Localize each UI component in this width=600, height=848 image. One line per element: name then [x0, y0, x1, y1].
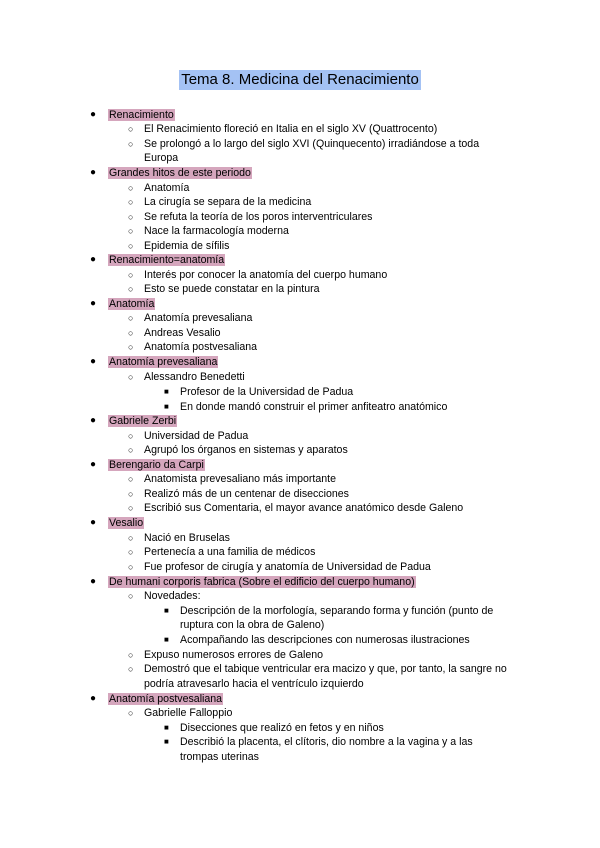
bullet-l2: ○	[128, 270, 134, 280]
bullet-l2: ○	[128, 313, 134, 323]
list-item: Demostró que el tabique ventricular era macizo y que, por tanto, la sangre no	[144, 663, 507, 675]
bullet-l1: ●	[90, 356, 97, 367]
bullet-l1: ●	[90, 109, 97, 120]
list-item: Se refuta la teoría de los poros interventriculares	[144, 211, 373, 223]
bullet-l2: ○	[128, 183, 134, 193]
section-heading: Anatomía prevesaliana	[109, 356, 218, 368]
section-heading: Gabriele Zerbi	[109, 415, 177, 427]
list-item: Anatomía postvesaliana	[144, 341, 258, 353]
list-item: Fue profesor de cirugía y anatomía de Universidad de Padua	[144, 561, 431, 573]
bullet-l2: ○	[128, 489, 134, 499]
bullet-l3: ■	[164, 402, 169, 411]
section-heading: Berengario da Carpi	[109, 459, 204, 471]
section-heading: De humani corporis fabrica (Sobre el edificio del cuerpo humano)	[109, 576, 415, 588]
section-heading: Renacimiento=anatomía	[109, 254, 225, 266]
bullet-l3: ■	[164, 635, 169, 644]
section-heading: Vesalio	[109, 517, 144, 529]
list-item: Anatomía prevesaliana	[144, 312, 253, 324]
bullet-l2: ○	[128, 124, 134, 134]
sub-list-item: Descripción de la morfología, separando forma y función (punto de	[180, 605, 494, 617]
section-heading: Anatomía	[109, 298, 155, 310]
list-item-continuation: podría atravesarlo hacia el ventrículo izquierdo	[144, 678, 364, 690]
bullet-l2: ○	[128, 212, 134, 222]
bullet-l2: ○	[128, 708, 134, 718]
bullet-l2: ○	[128, 664, 134, 674]
list-item: Nace la farmacología moderna	[144, 225, 289, 237]
bullet-l2: ○	[128, 139, 134, 149]
bullet-l2: ○	[128, 547, 134, 557]
bullet-l1: ●	[90, 254, 97, 265]
bullet-l3: ■	[164, 606, 169, 615]
bullet-l2: ○	[128, 533, 134, 543]
bullet-l1: ●	[90, 459, 97, 470]
section-heading: Anatomía postvesaliana	[109, 693, 223, 705]
list-item-continuation: Europa	[144, 152, 179, 164]
bullet-l2: ○	[128, 431, 134, 441]
bullet-l3: ■	[164, 723, 169, 732]
bullet-l2: ○	[128, 342, 134, 352]
list-item: Pertenecía a una familia de médicos	[144, 546, 316, 558]
list-item: Nació en Bruselas	[144, 532, 230, 544]
list-item: Anatomista prevesaliano más importante	[144, 473, 336, 485]
list-item: Escribió sus Comentaria, el mayor avance anatómico desde Galeno	[144, 502, 464, 514]
list-item: El Renacimiento floreció en Italia en el siglo XV (Quattrocento)	[144, 123, 438, 135]
bullet-l2: ○	[128, 226, 134, 236]
bullet-l3: ■	[164, 387, 169, 396]
bullet-l1: ●	[90, 693, 97, 704]
list-item: Novedades:	[144, 590, 201, 602]
bullet-l2: ○	[128, 372, 134, 382]
bullet-l2: ○	[128, 328, 134, 338]
section-heading: Renacimiento	[109, 109, 174, 121]
sub-list-item: En donde mandó construir el primer anfiteatro anatómico	[180, 401, 448, 413]
sub-list-item-continuation: ruptura con la obra de Galeno)	[180, 619, 325, 631]
list-item: Anatomía	[144, 182, 190, 194]
list-item: La cirugía se separa de la medicina	[144, 196, 312, 208]
list-item: Andreas Vesalio	[144, 327, 221, 339]
bullet-l2: ○	[128, 650, 134, 660]
bullet-l1: ●	[90, 415, 97, 426]
list-item: Epidemia de sífilis	[144, 240, 230, 252]
sub-list-item: Acompañando las descripciones con numerosas ilustraciones	[180, 634, 470, 646]
bullet-l1: ●	[90, 298, 97, 309]
bullet-l2: ○	[128, 503, 134, 513]
list-item: Gabrielle Falloppio	[144, 707, 233, 719]
bullet-l2: ○	[128, 474, 134, 484]
list-item: Interés por conocer la anatomía del cuerpo humano	[144, 269, 388, 281]
page-title: Tema 8. Medicina del Renacimiento	[181, 71, 419, 88]
list-item: Se prolongó a lo largo del siglo XVI (Quinquecento) irradiándose a toda	[144, 138, 480, 150]
sub-list-item: Profesor de la Universidad de Padua	[180, 386, 354, 398]
list-item: Realizó más de un centenar de disecciones	[144, 488, 349, 500]
sub-list-item: Disecciones que realizó en fetos y en niños	[180, 722, 384, 734]
bullet-l1: ●	[90, 576, 97, 587]
bullet-l2: ○	[128, 562, 134, 572]
list-item: Universidad de Padua	[144, 430, 249, 442]
title-container	[0, 70, 600, 90]
bullet-l2: ○	[128, 241, 134, 251]
sub-list-item: Describió la placenta, el clítoris, dio nombre a la vagina y a las	[180, 736, 473, 748]
bullet-l2: ○	[128, 445, 134, 455]
section-heading: Grandes hitos de este periodo	[109, 167, 251, 179]
bullet-l2: ○	[128, 197, 134, 207]
list-item: Alessandro Benedetti	[144, 371, 245, 383]
bullet-l1: ●	[90, 517, 97, 528]
bullet-l1: ●	[90, 167, 97, 178]
bullet-l3: ■	[164, 737, 169, 746]
list-item: Esto se puede constatar en la pintura	[144, 283, 320, 295]
list-item: Expuso numerosos errores de Galeno	[144, 649, 324, 661]
list-item: Agrupó los órganos en sistemas y aparatos	[144, 444, 348, 456]
bullet-l2: ○	[128, 591, 134, 601]
sub-list-item-continuation: trompas uterinas	[180, 751, 259, 763]
bullet-l2: ○	[128, 284, 134, 294]
